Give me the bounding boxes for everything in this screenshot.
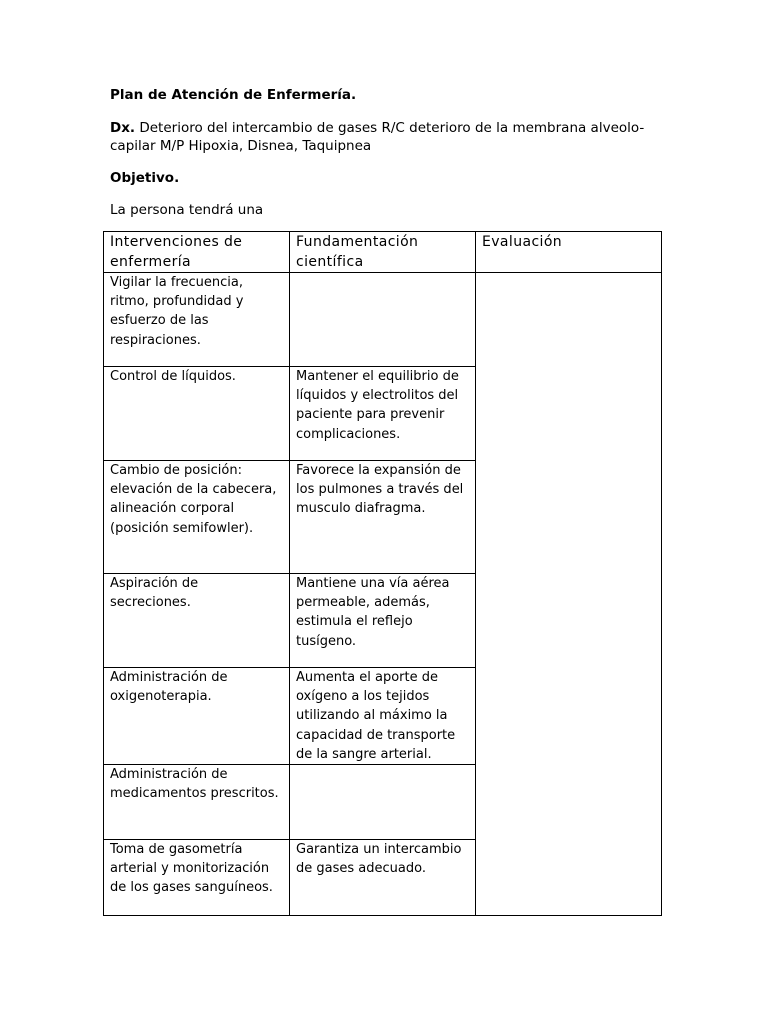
header-interventions: Intervenciones de enfermería <box>104 232 290 273</box>
header-rationale: Fundamentación científica <box>290 232 476 273</box>
rationale-cell: Favorece la expansión de los pulmones a través del musculo diafragma. <box>290 461 476 574</box>
evaluation-cell <box>476 273 662 916</box>
rationale-cell: Garantiza un intercambio de gases adecuado. <box>290 840 476 916</box>
rationale-cell: Mantener el equilibrio de líquidos y electrolitos del paciente para prevenir complicaciones. <box>290 367 476 461</box>
rationale-cell: Aumenta el aporte de oxígeno a los tejidos utilizando al máximo la capacidad de transporte de la sangre arterial. <box>290 668 476 765</box>
diagnosis-text: Deterioro del intercambio de gases R/C deterioro de la membrana alveolo-capilar M/P Hipoxia, Disnea, Taquipnea <box>110 120 645 154</box>
rationale-cell <box>290 273 476 367</box>
diagnosis-label: Dx. <box>110 120 136 136</box>
intervention-cell: Toma de gasometría arterial y monitorización de los gases sanguíneos. <box>104 840 290 916</box>
objective-text: La persona tendrá una <box>110 202 264 218</box>
page-title: Plan de Atención de Enfermería. <box>110 87 357 103</box>
intervention-cell: Aspiración de secreciones. <box>104 574 290 668</box>
table-header-row <box>104 232 662 273</box>
intervention-cell: Vigilar la frecuencia, ritmo, profundidad y esfuerzo de las respiraciones. <box>104 273 290 367</box>
intervention-cell: Administración de oxigenoterapia. <box>104 668 290 765</box>
table-row <box>104 273 662 367</box>
rationale-cell: Mantiene una vía aérea permeable, además, estimula el reflejo tusígeno. <box>290 574 476 668</box>
intervention-cell: Cambio de posición: elevación de la cabecera, alineación corporal (posición semifowler). <box>104 461 290 574</box>
rationale-cell <box>290 765 476 840</box>
intervention-cell: Control de líquidos. <box>104 367 290 461</box>
header-evaluation: Evaluación <box>476 232 662 273</box>
intervention-cell: Administración de medicamentos prescritos. <box>104 765 290 840</box>
diagnosis-paragraph <box>110 119 660 155</box>
objective-heading: Objetivo. <box>110 170 180 186</box>
care-plan-table <box>103 231 662 916</box>
